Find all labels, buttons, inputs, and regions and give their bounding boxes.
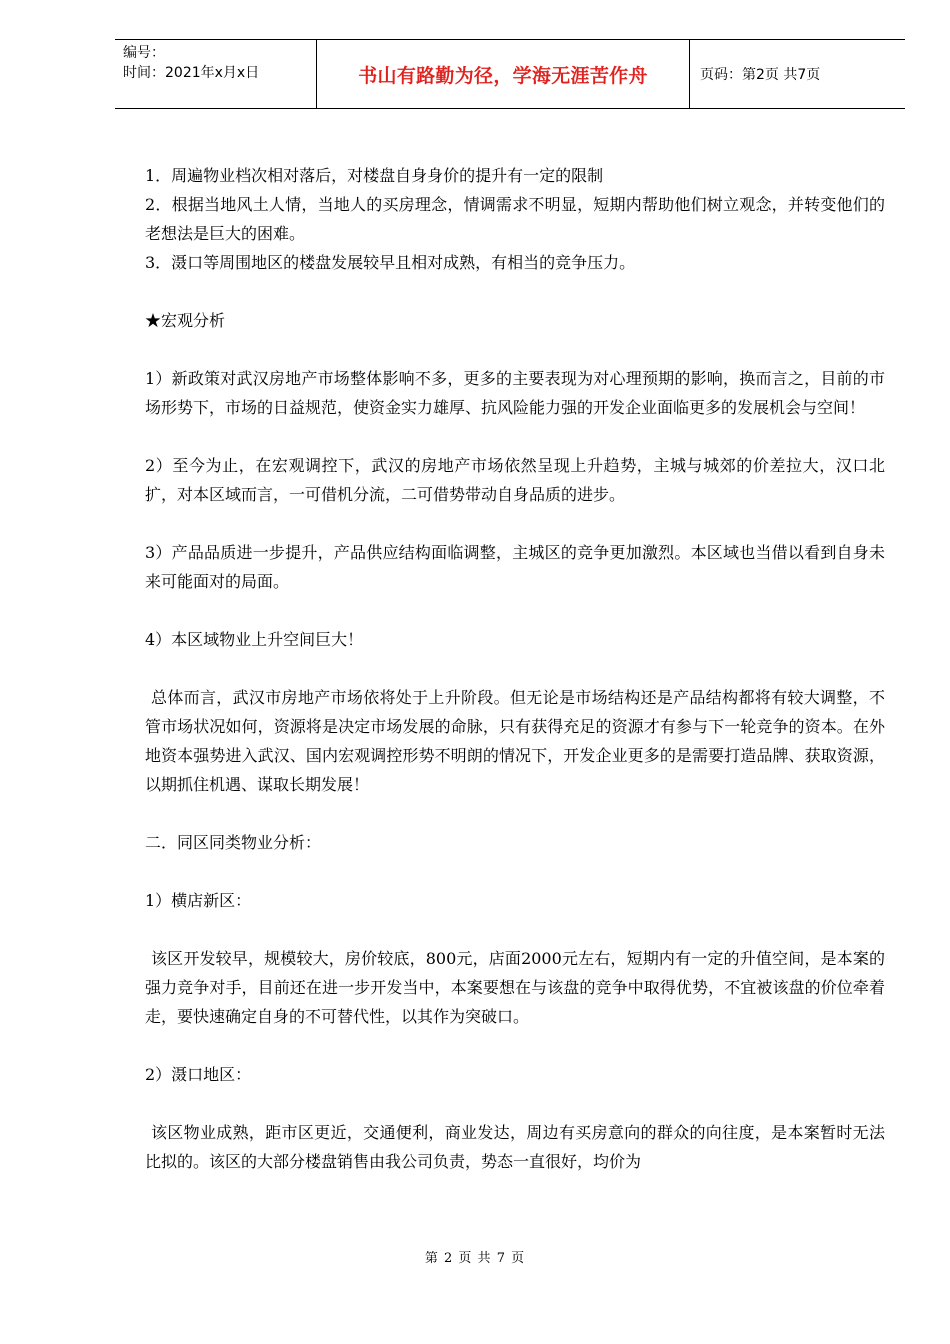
area-paragraph: 该区物业成熟，距市区更近，交通便利，商业发达，周边有买房意向的群众的向往度，是本案暂时无法比拟的。该区的大部分楼盘销售由我公司负责，势态一直很好，均价为 bbox=[145, 1123, 885, 1171]
list-item: 3．滠口等周围地区的楼盘发展较早且相对成熟，有相当的竞争压力。 bbox=[145, 253, 636, 272]
macro-point: 1）新政策对武汉房地产市场整体影响不多，更多的主要表现为对心理预期的影响，换而言之，目前的市场形势下，市场的日益规范，使资金实力雄厚、抗风险能力强的开发企业面临更多的发展机会与空间！ bbox=[145, 369, 885, 417]
document-number-label: 编号： bbox=[123, 45, 165, 61]
header-motto: 书山有路勤为径，学海无涯苦作舟 bbox=[316, 40, 690, 108]
header-meta bbox=[115, 40, 316, 108]
section-heading: 二．同区同类物业分析： bbox=[145, 833, 322, 852]
area-paragraph: 该区开发较早，规模较大，房价较底，800元，店面2000元左右，短期内有一定的升值空间，是本案的强力竞争对手，目前还在进一步开发当中，本案要想在与该盘的竞争中取得优势，不宜被该盘的价位牵着走，要快速确定自身的不可替代性，以其作为突破口。 bbox=[145, 949, 885, 1026]
macro-analysis-heading: ★宏观分析 bbox=[145, 311, 226, 330]
list-item: 1．周遍物业档次相对落后，对楼盘自身身价的提升有一定的限制 bbox=[145, 166, 604, 185]
page-header bbox=[115, 39, 905, 109]
macro-point: 4）本区域物业上升空间巨大！ bbox=[145, 630, 364, 649]
macro-point: 2）至今为止，在宏观调控下，武汉的房地产市场依然呈现上升趋势，主城与城郊的价差拉大，汉口北扩，对本区域而言，一可借机分流，二可借势带动自身品质的进步。 bbox=[145, 456, 885, 504]
document-body bbox=[145, 161, 885, 1176]
page-footer: 第 2 页 共 7 页 bbox=[424, 1251, 526, 1266]
header-page-info: 页码：第2页 共7页 bbox=[700, 67, 821, 83]
document-time-label: 时间：2021年x月x日 bbox=[123, 65, 260, 81]
area-heading: 1）横店新区： bbox=[145, 891, 252, 910]
summary-paragraph: 总体而言，武汉市房地产市场依将处于上升阶段。但无论是市场结构还是产品结构都将有较大调整，不管市场状况如何，资源将是决定市场发展的命脉，只有获得充足的资源才有参与下一轮竞争的资本。在外地资本强势进入武汉、国内宏观调控形势不明朗的情况下，开发企业更多的是需要打造品牌、获取资源，以期抓住机遇、谋取长期发展！ bbox=[145, 688, 885, 794]
area-heading: 2）滠口地区： bbox=[145, 1065, 252, 1084]
list-item: 2．根据当地风土人情，当地人的买房理念，情调需求不明显，短期内帮助他们树立观念，并转变他们的老想法是巨大的困难。 bbox=[145, 195, 885, 243]
macro-point: 3）产品品质进一步提升，产品供应结构面临调整，主城区的竞争更加激烈。本区域也当借以看到自身未来可能面对的局面。 bbox=[145, 543, 885, 591]
